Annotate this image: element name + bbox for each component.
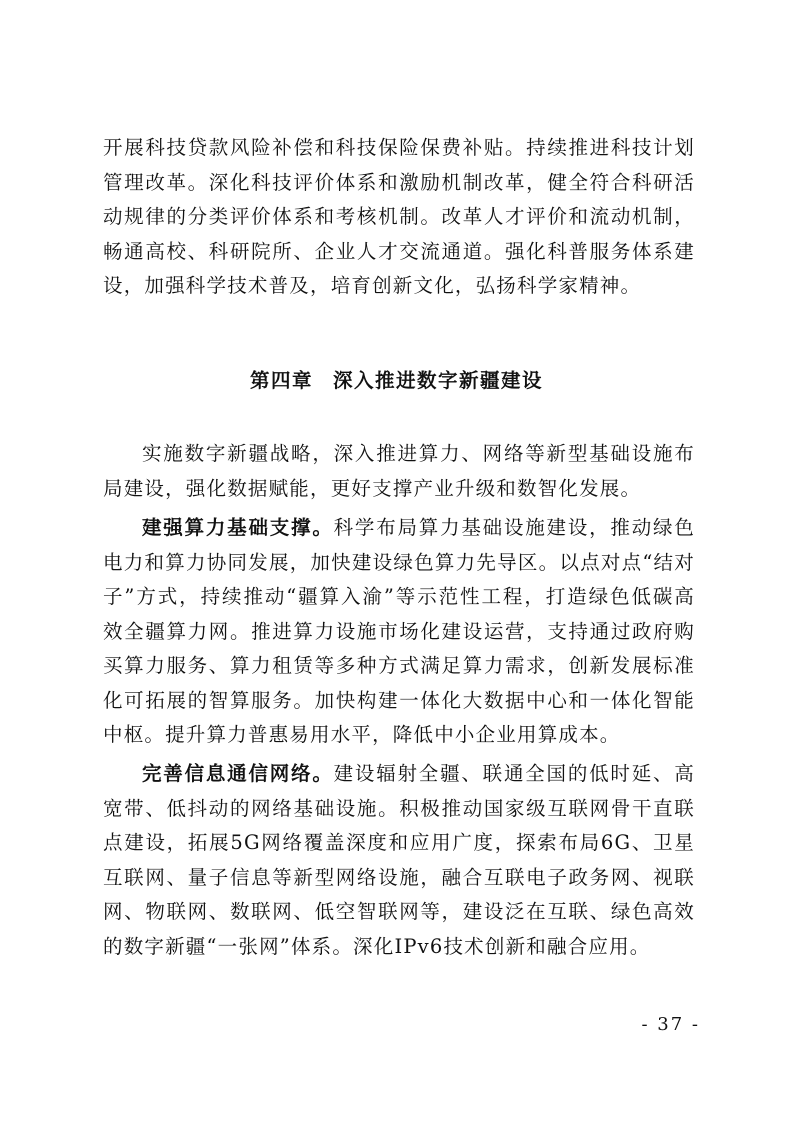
paragraph-3-text: 科学布局算力基础设施建设，推动绿色电力和算力协同发展，加快建设绿色算力先导区。以点对点“结对子”方式，持续推动“疆算入渝”等示范性工程，打造绿色低碳高效全疆算力网。推进算力设施市场化建设运营，支持通过政府购买算力服务、算力租赁等多种方式满足算力需求，创新发展标准化可拓展的智算服务。加快构建一体化大数据中心和一体化智能中枢。提升算力普惠易用水平，降低中小企业用算成本。	[103, 516, 695, 746]
page-number: - 37 -	[641, 1014, 700, 1035]
paragraph-3-heading: 建强算力基础支撑。	[142, 516, 334, 539]
paragraph-4	[103, 757, 695, 964]
paragraph-4-text: 建设辐射全疆、联通全国的低时延、高宽带、低抖动的网络基础设施。积极推动国家级互联网骨干直联点建设，拓展5G网络覆盖深度和应用广度，探索布局6G、卫星互联网、量子信息等新型网络设施，融合互联电子政务网、视联网、物联网、数联网、低空智联网等，建设泛在互联、绿色高效的数字新疆“一张网”体系。深化IPv6技术创新和融合应用。	[103, 762, 695, 958]
chapter-number: 第四章	[249, 369, 313, 392]
paragraph-1-text: 开展科技贷款风险补偿和科技保险保费补贴。持续推进科技计划管理改革。深化科技评价体系和激励机制改革，健全符合科研活动规律的分类评价体系和考核机制。改革人才评价和流动机制，畅通高校、科研院所、企业人才交流通道。强化科普服务体系建设，加强科学技术普及，培育创新文化，弘扬科学家精神。	[103, 136, 695, 297]
paragraph-3	[103, 511, 695, 753]
chapter-title: 深入推进数字新疆建设	[333, 369, 544, 392]
paragraph-2	[103, 437, 695, 506]
paragraph-4-heading: 完善信息通信网络。	[142, 762, 334, 785]
paragraph-2-text: 实施数字新疆战略，深入推进算力、网络等新型基础设施布局建设，强化数据赋能，更好支撑产业升级和数智化发展。	[103, 442, 695, 500]
paragraph-1	[103, 131, 695, 304]
chapter-heading	[0, 365, 793, 393]
